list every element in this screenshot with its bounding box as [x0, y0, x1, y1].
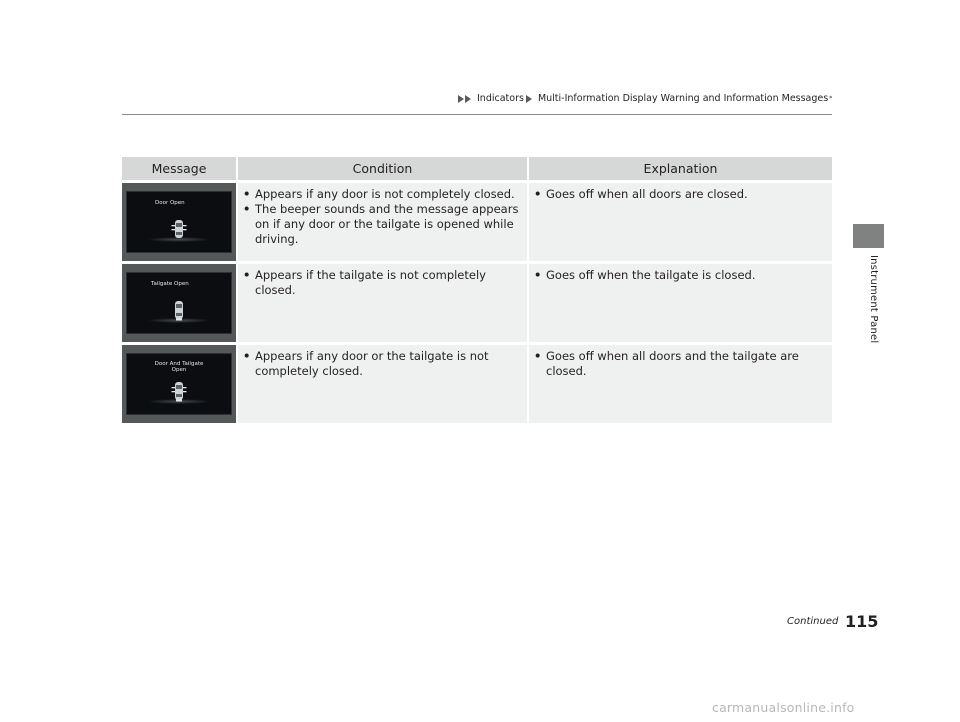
list-item: • Goes off when all doors are closed.: [534, 187, 828, 202]
list-item: • Goes off when the tailgate is closed.: [534, 268, 828, 283]
message-cell: [122, 183, 238, 264]
section-tab-marker: [853, 224, 884, 248]
table-row: [122, 264, 832, 345]
car-top-view-icon: [171, 299, 187, 321]
screen-title: Tailgate Open: [151, 281, 189, 287]
list-item: • Goes off when all doors and the tailgate are closed.: [534, 349, 828, 379]
explanation-cell: [529, 345, 832, 426]
table-row: [122, 183, 832, 264]
message-cell: [122, 345, 238, 426]
screen-title: Door And Tailgate Open: [154, 361, 204, 373]
continued-label: Continued: [787, 616, 839, 627]
footnote-mark: *: [829, 95, 833, 102]
breadcrumb: [458, 93, 832, 104]
header-message: Message: [122, 157, 238, 183]
header-rule: [122, 114, 832, 115]
screen-title: Door Open: [155, 200, 185, 206]
header-condition: Condition: [238, 157, 529, 183]
condition-cell: [238, 264, 529, 345]
page-number: 115: [845, 612, 879, 631]
table-row: [122, 345, 832, 426]
breadcrumb-arrow-icon: [526, 95, 532, 103]
explanation-cell: [529, 264, 832, 345]
table-header-row: [122, 157, 832, 183]
list-item: • Appears if any door or the tailgate is not completely closed.: [243, 349, 523, 379]
condition-cell: [238, 183, 529, 264]
header-explanation: Explanation: [529, 157, 832, 183]
car-top-view-icon: [171, 380, 187, 402]
watermark: carmanualsonline.info: [712, 700, 855, 715]
display-screen-image: [126, 191, 232, 253]
section-label: Instrument Panel: [868, 255, 879, 344]
car-top-view-icon: [171, 218, 187, 240]
list-item: • Appears if the tailgate is not completely closed.: [243, 268, 523, 298]
message-cell: [122, 264, 238, 345]
messages-table: [122, 157, 832, 426]
breadcrumb-item-warning-messages[interactable]: Multi-Information Display Warning and Information Messages: [537, 93, 829, 104]
display-screen-image: [126, 353, 232, 415]
list-item: • The beeper sounds and the message appears on if any door or the tailgate is opened while driving.: [243, 202, 523, 247]
breadcrumb-arrow-icon: [458, 95, 464, 103]
condition-cell: [238, 345, 529, 426]
breadcrumb-item-indicators[interactable]: Indicators: [477, 93, 524, 104]
explanation-cell: [529, 183, 832, 264]
breadcrumb-arrow-icon: [465, 95, 471, 103]
list-item: • Appears if any door is not completely closed.: [243, 187, 523, 202]
display-screen-image: [126, 272, 232, 334]
